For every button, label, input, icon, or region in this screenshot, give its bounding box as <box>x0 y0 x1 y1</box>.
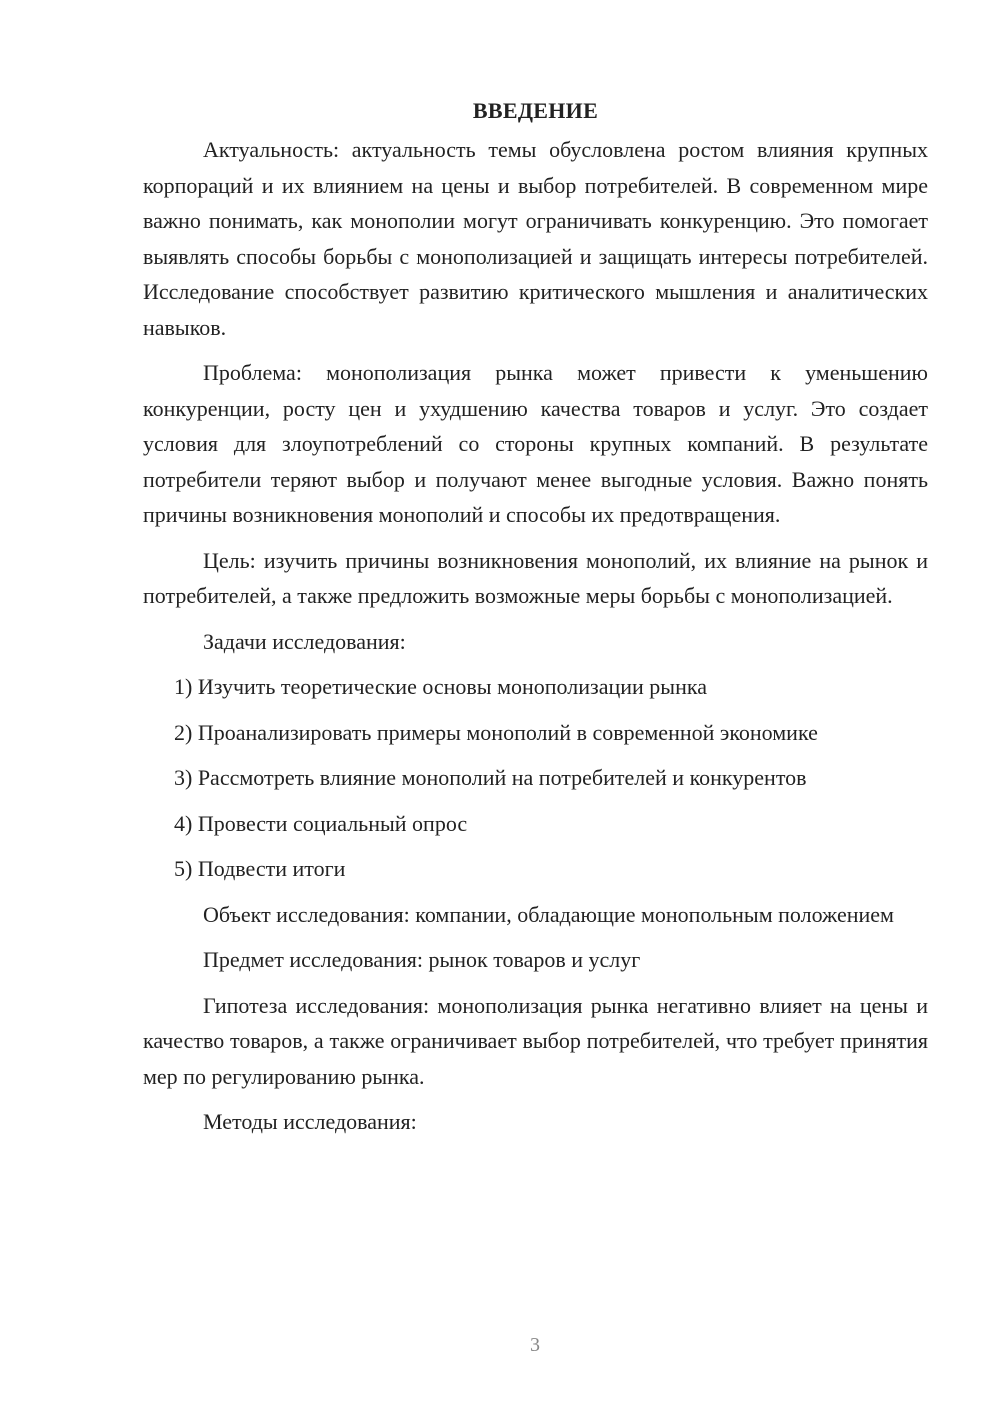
object-paragraph: Объект исследования: компании, обладающие монопольным положением <box>203 901 894 927</box>
problem-paragraph: Проблема: монополизация рынка может привести к уменьшению конкуренции, росту цен и ухудшению качества товаров и услуг. Это создает условия для злоупотреблений со стороны крупных компаний. В результате потребители теряют выбор и получают менее выгодные условия. Важно понять причины возникновения монополий и способы их предотвращения. <box>143 360 928 527</box>
hypothesis-paragraph: Гипотеза исследования: монополизация рынка негативно влияет на цены и качество товаров, а также ограничивает выбор потребителей, что требует принятия мер по регулированию рынка. <box>143 992 928 1089</box>
subject-paragraph: Предмет исследования: рынок товаров и услуг <box>203 947 641 972</box>
document-page <box>143 96 928 1140</box>
list-item: 1) Изучить теоретические основы монополизации рынка <box>174 674 707 699</box>
tasks-list <box>143 669 928 887</box>
list-item: 2) Проанализировать примеры монополий в современной экономике <box>174 719 818 745</box>
list-item: 3) Рассмотреть влияние монополий на потребителей и конкурентов <box>174 765 807 790</box>
goal-paragraph: Цель: изучить причины возникновения монополий, их влияние на рынок и потребителей, а также предложить возможные меры борьбы с монополизацией. <box>143 547 928 608</box>
list-item: 5) Подвести итоги <box>174 856 346 881</box>
relevance-paragraph: Актуальность: актуальность темы обусловлена ростом влияния крупных корпораций и их влиянием на цены и выбор потребителей. В современном мире важно понимать, как монополии могут ограничивать конкуренцию. Это помогает выявлять способы борьбы с монополизацией и защищать интересы потребителей. Исследование способствует развитию критического мышления и аналитических навыков. <box>143 137 928 340</box>
methods-paragraph: Методы исследования: <box>203 1109 417 1134</box>
page-number: 3 <box>530 1334 540 1356</box>
page-title: ВВЕДЕНИЕ <box>472 98 599 123</box>
list-item: 4) Провести социальный опрос <box>174 810 468 836</box>
tasks-heading: Задачи исследования: <box>203 628 406 654</box>
